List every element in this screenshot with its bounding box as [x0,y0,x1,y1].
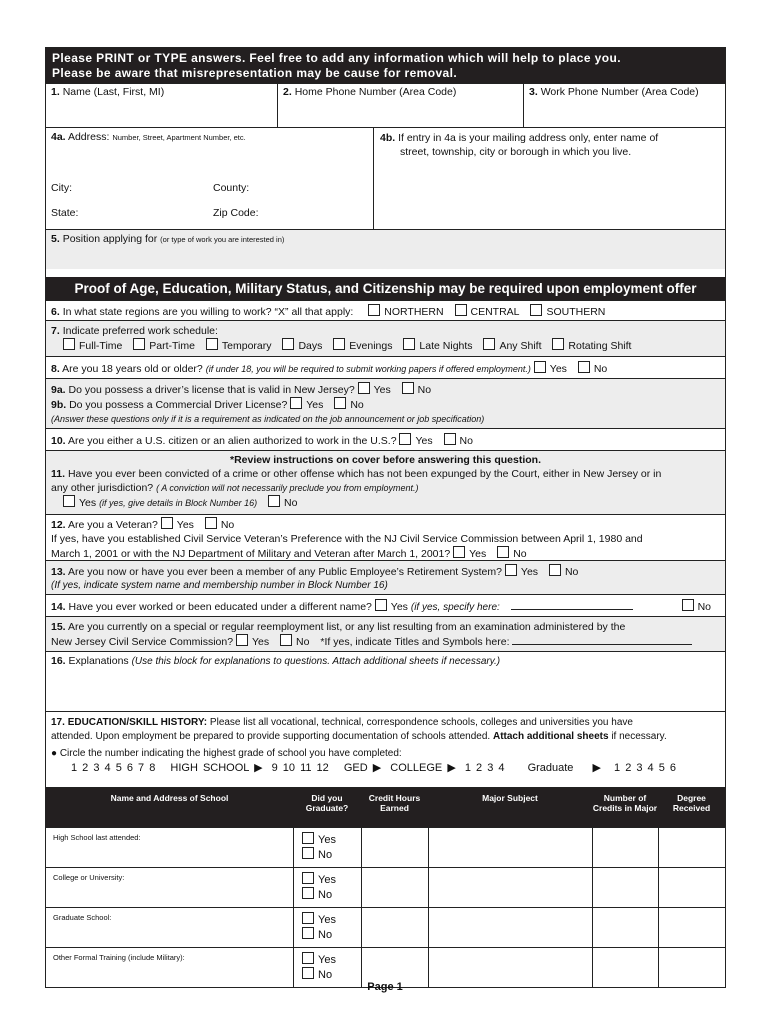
credit-hours-cell[interactable] [361,828,428,867]
form-header [46,48,725,83]
checkbox[interactable] [268,495,280,507]
checkbox[interactable] [358,382,370,394]
q13-retirement: 13. Are you now or have you ever been a member of any Public Employee’s Retirement System? Yes No (If yes, indicate system name and membership number in Block Number 16) [46,560,725,594]
graduate-no[interactable]: No [302,967,361,982]
zip-label: Zip Code: [213,207,259,219]
q11-conviction: *Review instructions on cover before answering this question. 11. Have you ever been convicted of a crime or other offense which has not been expunged by the Court, either in New Jersey or in any other jurisdiction? ( A conviction will not necessarily preclude you from employment.) Yes (if yes, give details in Block Number 16) No [46,450,725,514]
checkbox[interactable] [334,397,346,409]
graduate-yes[interactable]: Yes [302,952,361,967]
credits-major-cell[interactable] [592,868,658,907]
checkbox[interactable] [453,546,465,558]
full-time-option[interactable]: Full-Time [63,340,122,352]
q12-no[interactable]: No [205,519,234,531]
q12-yes[interactable]: Yes [161,519,194,531]
grades-high-school[interactable]: 9 10 11 12 [271,762,329,774]
southern-option[interactable]: SOUTHERN [530,306,605,318]
col-degree: Degree Received [672,793,711,813]
checkbox[interactable] [133,338,145,350]
degree-cell[interactable] [658,908,725,947]
arrow-right-icon: ▶ [447,762,456,774]
major-cell[interactable] [428,828,592,867]
page-number: Page 1 [367,981,403,993]
checkbox[interactable] [578,361,590,373]
q12b-yes[interactable]: Yes [453,548,486,560]
checkbox[interactable] [282,338,294,350]
q17-education: 17. EDUCATION/SKILL HISTORY: Please list all vocational, technical, correspondence schools, colleges and universities you have attended. Upon employment be prepared to provide supporting documentation of schools attended. Attach additional sheets if necessary. ● Circle the number indicating the highest grade of school you have completed: 1 2 3 4 5 6 7 8 HIGH SCHOOL ▶ 9 10 11 12 GED ▶ COLLEGE ▶ 1 2 3 4 Graduate ▶ 1 2 3 4 5 6 [46,711,725,787]
grade-scale: 1 2 3 4 5 6 7 8 HIGH SCHOOL ▶ 9 10 11 12 GED ▶ COLLEGE ▶ 1 2 3 4 Graduate ▶ 1 2 3 4 5 6 [71,762,677,774]
school-name-cell[interactable]: High School last attended: [53,833,141,842]
checkbox[interactable] [549,564,561,576]
address-row [46,127,725,229]
checkbox[interactable] [63,495,75,507]
school-name-cell[interactable]: Other Formal Training (include Military): [53,953,185,962]
city-label: City: [51,182,72,194]
checkbox[interactable] [302,887,314,899]
q14-specify-line[interactable] [511,609,633,610]
graduate-yes[interactable]: Yes [302,872,361,887]
q9a-yes[interactable]: Yes [358,384,391,396]
col-credit-hours: Credit Hours Earned [368,793,421,813]
q13-yes[interactable]: Yes [505,566,538,578]
major-cell[interactable] [428,868,592,907]
checkbox[interactable] [368,304,380,316]
northern-option[interactable]: NORTHERN [368,306,443,318]
graduate-no[interactable]: No [302,927,361,942]
checkbox[interactable] [302,927,314,939]
checkbox[interactable] [302,832,314,844]
q14-other-name: 14. Have you ever worked or been educated under a different name? Yes (if yes, specify here: No [46,594,725,616]
checkbox[interactable] [302,912,314,924]
q16-explanations[interactable]: 16. Explanations (Use this block for explanations to questions. Attach additional sheets if necessary.) [46,651,725,711]
state-label: State: [51,207,79,219]
grades-elementary[interactable]: 1 2 3 4 5 6 7 8 [71,762,156,774]
days-option[interactable]: Days [282,340,322,352]
col-credits-major: Number of Credits in Major [592,793,658,813]
education-table-header [46,787,725,827]
checkbox[interactable] [483,338,495,350]
credit-hours-cell[interactable] [361,908,428,947]
q15-yes[interactable]: Yes [236,636,269,648]
checkbox[interactable] [236,634,248,646]
q9b-yes[interactable]: Yes [290,399,323,411]
q11-yes[interactable]: Yes (if yes, give details in Block Number 16) [63,497,257,509]
q7-schedule: 7. Indicate preferred work schedule: Full-Time Part-Time Temporary Days Evenings Late Nights Any Shift Rotating Shift [46,320,725,356]
checkbox[interactable] [302,967,314,979]
degree-cell[interactable] [658,868,725,907]
col-school: Name and Address of School [110,793,229,803]
q9b-no[interactable]: No [334,399,363,411]
ged-option[interactable]: GED [343,762,368,774]
checkbox[interactable] [444,433,456,445]
q9a-no[interactable]: No [402,384,431,396]
checkbox[interactable] [161,517,173,529]
header-line-2: Please be aware that misrepresentation may be cause for removal. [52,66,458,80]
checkbox[interactable] [682,599,694,611]
temporary-option[interactable]: Temporary [206,340,272,352]
q13-no[interactable]: No [549,566,578,578]
part-time-option[interactable]: Part-Time [133,340,195,352]
q8-age: 8. Are you 18 years old or older? (if under 18, you will be required to submit working papers if offered employment.) Yes No [46,356,725,378]
checkbox[interactable] [333,338,345,350]
name-field[interactable]: 1. Name (Last, First, MI) [51,86,165,98]
credits-major-cell[interactable] [592,908,658,947]
evenings-option[interactable]: Evenings [333,340,392,352]
grades-college[interactable]: 1 2 3 4 [464,762,505,774]
address-hint: Number, Street, Apartment Number, etc. [112,133,246,142]
q11-no[interactable]: No [268,497,297,509]
col-major: Major Subject [482,793,538,803]
late-nights-option[interactable]: Late Nights [403,340,472,352]
arrow-right-icon: ▶ [372,762,382,774]
q15-reemployment: 15. Are you currently on a special or regular reemployment list, or any list resulting from an examination administered by the New Jersey Civil Service Commission? Yes No *If yes, indicate Titles and Symbols here: [46,616,725,651]
checkbox[interactable] [402,382,414,394]
arrow-right-icon: ▶ [254,762,263,774]
degree-cell[interactable] [658,828,725,867]
checkbox[interactable] [280,634,292,646]
q15-no[interactable]: No [280,636,309,648]
residence-field[interactable]: 4b. If entry in 4a is your mailing address only, enter name of street, township, city or borough in which you live. [373,128,723,229]
q14-no[interactable]: No [682,599,711,613]
work-phone-label: Work Phone Number (Area Code) [540,86,699,98]
proof-banner: Proof of Age, Education, Military Status, and Citizenship may be required upon employment offer [46,277,725,300]
arrow-right-icon: ▶ [592,762,601,774]
grades-graduate[interactable]: 1 2 3 4 5 6 [614,762,677,774]
q6-regions: 6. In what state regions are you willing to work? “X” all that apply: NORTHERN CENTRAL SOUTHERN [46,300,725,320]
position-field[interactable]: 5. Position applying for (or type of work you are interested in) [46,229,725,269]
checkbox[interactable] [302,847,314,859]
central-option[interactable]: CENTRAL [455,306,520,318]
header-line-1: Please PRINT or TYPE answers. Feel free to add any information which will help to place you. [52,51,621,65]
checkbox[interactable] [552,338,564,350]
q9-license: 9a. Do you possess a driver’s license that is valid in New Jersey? Yes No 9b. Do you possess a Commercial Driver License? Yes No (Answer these questions only if it is a requirement as indicated on the job announcement or job specification) [46,378,725,428]
school-name-cell[interactable]: Graduate School: [53,913,112,922]
bullet-icon: ● [51,748,58,759]
application-form [45,47,726,988]
q8-no[interactable]: No [578,363,607,375]
table-row [46,827,725,867]
county-label: County: [213,182,250,194]
home-phone-label: Home Phone Number (Area Code) [294,86,457,98]
checkbox[interactable] [403,338,415,350]
checkbox[interactable] [302,952,314,964]
rotating-shift-option[interactable]: Rotating Shift [552,340,631,352]
checkbox[interactable] [206,338,218,350]
home-phone-field[interactable]: 2. Home Phone Number (Area Code) [277,84,523,127]
major-cell[interactable] [428,908,592,947]
table-row [46,867,725,907]
checkbox[interactable] [530,304,542,316]
credit-hours-cell[interactable] [361,868,428,907]
checkbox[interactable] [497,546,509,558]
table-row [46,907,725,947]
q10-yes[interactable]: Yes [399,435,432,447]
checkbox[interactable] [205,517,217,529]
contact-row [46,83,725,127]
graduate-no[interactable]: No [302,847,361,862]
q10-no[interactable]: No [444,435,473,447]
checkbox[interactable] [455,304,467,316]
address-field[interactable]: 4a. Address: Number, Street, Apartment Number, etc. City: County: State: Zip Code: [51,131,259,219]
review-note: *Review instructions on cover before answering this question. [230,454,541,466]
checkbox[interactable] [505,564,517,576]
q8-yes[interactable]: Yes [534,363,567,375]
q12-veteran: 12. Are you a Veteran? Yes No If yes, have you established Civil Service Veteran’s Preference with the NJ Civil Service Commission between April 1, 1980 and March 1, 2001 or with the NJ Department of Military and Veteran after March 1, 2001? Yes No [46,514,725,560]
graduate-no[interactable]: No [302,887,361,902]
checkbox[interactable] [534,361,546,373]
checkbox[interactable] [399,433,411,445]
work-phone-field[interactable]: 3. Work Phone Number (Area Code) [523,84,723,127]
q14-yes[interactable]: Yes (if yes, specify here: [375,601,500,613]
credits-major-cell[interactable] [592,828,658,867]
checkbox[interactable] [290,397,302,409]
any-shift-option[interactable]: Any Shift [483,340,541,352]
q10-citizen: 10. Are you either a U.S. citizen or an alien authorized to work in the U.S.? Yes No [46,428,725,450]
col-graduate: Did you Graduate? [305,793,349,813]
q12b-no[interactable]: No [497,548,526,560]
checkbox[interactable] [302,872,314,884]
checkbox[interactable] [63,338,75,350]
checkbox[interactable] [375,599,387,611]
graduate-yes[interactable]: Yes [302,832,361,847]
graduate-yes[interactable]: Yes [302,912,361,927]
q15-titles-line[interactable] [512,644,692,645]
school-name-cell[interactable]: College or University: [53,873,125,882]
q9-note: (Answer these questions only if it is a requirement as indicated on the job announcement or job specification) [51,414,485,424]
name-label: Name (Last, First, MI) [62,86,165,98]
